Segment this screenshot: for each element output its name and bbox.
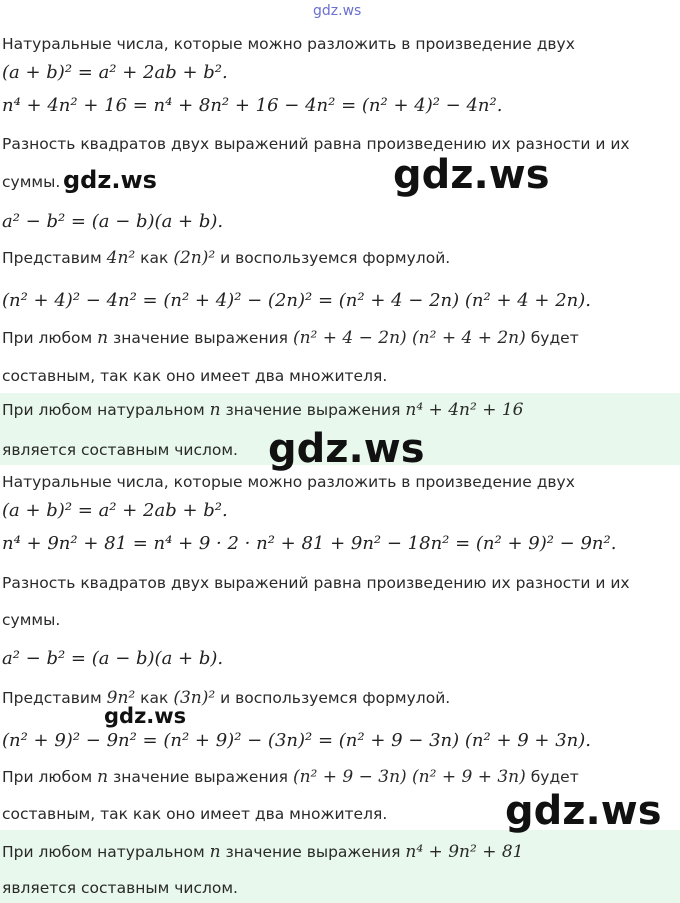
any-pre: При любом: [2, 329, 93, 347]
block2-diff-text-2: суммы.: [2, 611, 61, 629]
represent-expr1: 4n²: [106, 248, 136, 268]
answer-expr: n⁴ + 9n² + 81: [405, 842, 524, 862]
block2-composite: составным, так как оно имеет два множителя.: [2, 805, 388, 823]
block1-answer-1: [2, 400, 523, 420]
answer-var: n: [209, 400, 221, 420]
block2-represent: [2, 688, 450, 708]
represent-post: и воспользуемся формулой.: [220, 689, 451, 707]
block2-answer-2: является составным числом.: [2, 879, 238, 897]
answer-pre: При любом натуральном: [2, 843, 205, 861]
represent-post: и воспользуемся формулой.: [220, 249, 451, 267]
answer-mid: значение выражения: [225, 401, 401, 419]
any-mid: значение выражения: [113, 768, 288, 786]
block2-factor: (n² + 9)² − 9n² = (n² + 9)² − (3n)² = (n² + 9 − 3n) (n² + 9 + 3n).: [2, 730, 592, 751]
block1-any: [2, 328, 579, 348]
any-expr: (n² + 9 − 3n) (n² + 9 + 3n): [292, 767, 526, 787]
represent-expr2: (3n)²: [173, 688, 216, 708]
any-post: будет: [530, 329, 579, 347]
any-pre: При любом: [2, 768, 93, 786]
represent-mid: как: [140, 689, 169, 707]
block1-composite: составным, так как оно имеет два множителя.: [2, 367, 388, 385]
answer-mid: значение выражения: [225, 843, 401, 861]
any-expr: (n² + 4 − 2n) (n² + 4 + 2n): [292, 328, 526, 348]
watermark-4: gdz.ws: [104, 704, 187, 728]
block1-formula-square: (a + b)² = a² + 2ab + b².: [2, 62, 228, 83]
block2-intro: Натуральные числа, которые можно разложить в произведение двух: [2, 473, 575, 491]
represent-pre: Представим: [2, 249, 102, 267]
block1-diff-text-1: Разность квадратов двух выражений равна произведению их разности и их: [2, 135, 630, 153]
answer-pre: При любом натуральном: [2, 401, 205, 419]
any-var: n: [97, 767, 109, 787]
block2-formula-diff: a² − b² = (a − b)(a + b).: [2, 648, 224, 669]
block1-answer-2: является составным числом.: [2, 441, 238, 459]
answer-expr: n⁴ + 4n² + 16: [405, 400, 524, 420]
block2-answer-1: [2, 842, 523, 862]
represent-pre: Представим: [2, 689, 102, 707]
any-var: n: [97, 328, 109, 348]
watermark-1: gdz.ws: [63, 166, 157, 194]
watermark-5: gdz.ws: [505, 788, 662, 834]
represent-expr1: 9n²: [106, 688, 136, 708]
any-post: будет: [530, 768, 579, 786]
represent-mid: как: [140, 249, 169, 267]
block1-transform: n⁴ + 4n² + 16 = n⁴ + 8n² + 16 − 4n² = (n² + 4)² − 4n².: [2, 95, 503, 116]
answer-var: n: [209, 842, 221, 862]
represent-expr2: (2n)²: [173, 248, 216, 268]
any-mid: значение выражения: [113, 329, 288, 347]
block2-formula-square: (a + b)² = a² + 2ab + b².: [2, 500, 228, 521]
block2-diff-text-1: Разность квадратов двух выражений равна произведению их разности и их: [2, 574, 630, 592]
watermark-3: gdz.ws: [268, 426, 425, 472]
watermark-top: gdz.ws: [313, 3, 362, 19]
block2-transform: n⁴ + 9n² + 81 = n⁴ + 9 · 2 · n² + 81 + 9n² − 18n² = (n² + 9)² − 9n².: [2, 533, 617, 554]
block1-represent: [2, 248, 450, 268]
block1-formula-diff: a² − b² = (a − b)(a + b).: [2, 211, 224, 232]
block1-factor: (n² + 4)² − 4n² = (n² + 4)² − (2n)² = (n² + 4 − 2n) (n² + 4 + 2n).: [2, 290, 592, 311]
block1-intro: Натуральные числа, которые можно разложить в произведение двух: [2, 35, 575, 53]
block1-diff-text-2: суммы.: [2, 173, 61, 191]
block2-any: [2, 767, 579, 787]
watermark-2: gdz.ws: [393, 152, 550, 198]
